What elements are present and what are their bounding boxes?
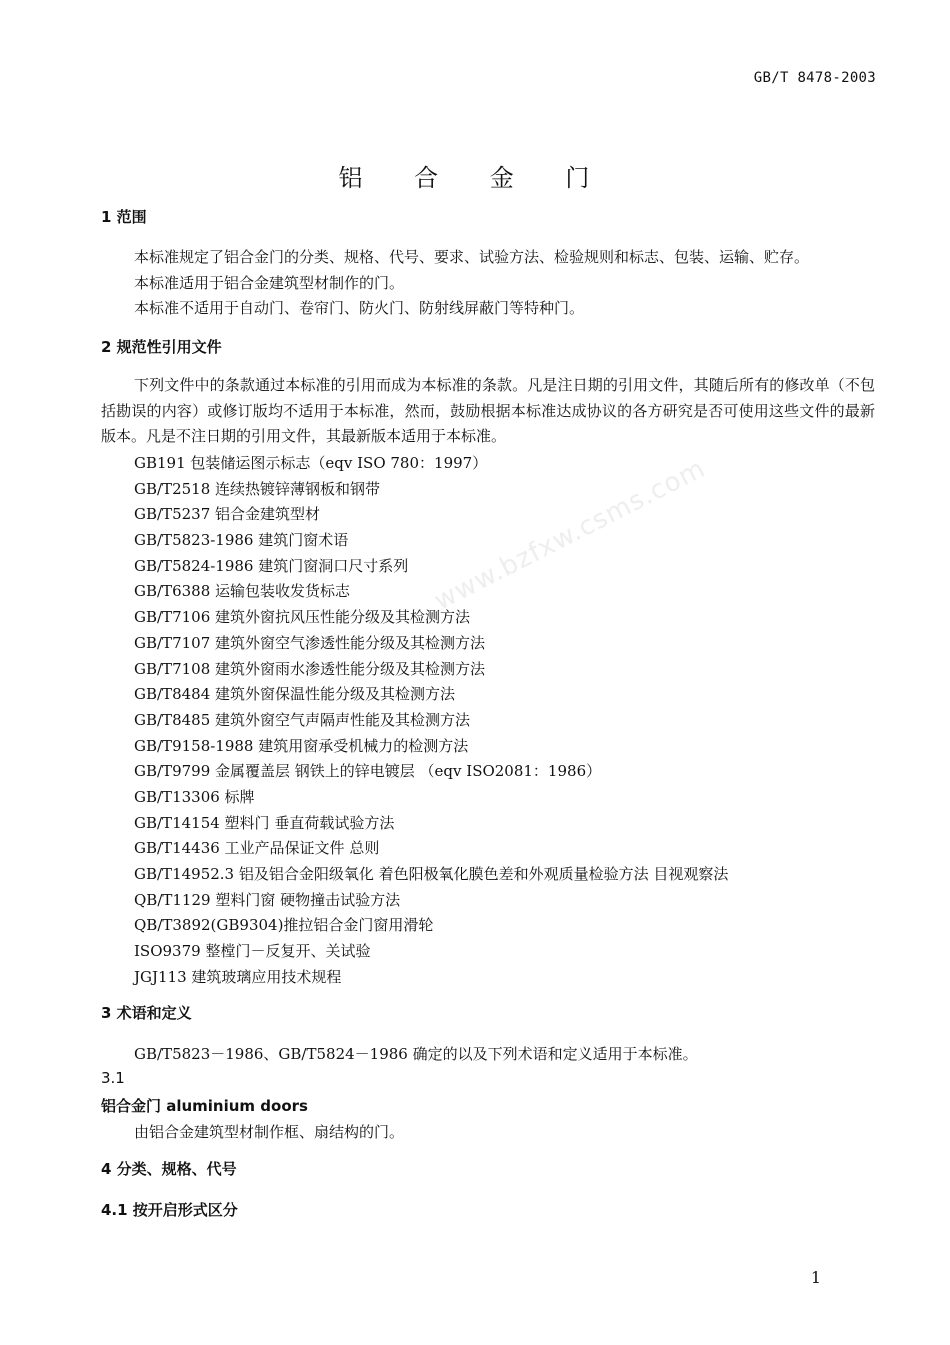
reference-item: GB/T2518 连续热镀锌薄钢板和钢带 — [134, 479, 381, 498]
document-title: 铝 合 金 门 — [338, 164, 612, 192]
watermark: www.bzfxw.csms.com — [429, 453, 711, 617]
reference-item: GB/T7106 建筑外窗抗风压性能分级及其检测方法 — [134, 608, 471, 627]
page-number: 1 — [810, 1268, 821, 1287]
section-2-heading: 2 规范性引用文件 — [101, 338, 222, 356]
reference-item: GB/T9799 金属覆盖层 钢铁上的锌电镀层 （eqv ISO2081：1986） — [134, 762, 602, 781]
normative-references-list — [134, 451, 728, 990]
reference-item: QB/T3892(GB9304)推拉铝合金门窗用滑轮 — [134, 916, 434, 935]
reference-item: ISO9379 整樘门－反复开、关试验 — [134, 942, 371, 961]
section-4-1-heading: 4.1 按开启形式区分 — [101, 1201, 238, 1219]
term-heading: 铝合金门 aluminium doors — [101, 1097, 308, 1115]
reference-item: GB/T7108 建筑外窗雨水渗透性能分级及其检测方法 — [134, 659, 486, 678]
reference-item: GB/T7107 建筑外窗空气渗透性能分级及其检测方法 — [134, 633, 486, 652]
reference-item: GB/T6388 运输包装收发货标志 — [134, 582, 351, 601]
reference-item: GB191 包装储运图示标志（eqv ISO 780：1997） — [134, 454, 488, 472]
reference-item: GB/T8485 建筑外窗空气声隔声性能及其检测方法 — [134, 710, 471, 729]
reference-item: GB/T14952.3 铝及铝合金阳级氧化 着色阳极氧化膜色差和外观质量检验方法 目视观察法 — [134, 865, 729, 883]
reference-item: JGJ113 建筑玻璃应用技术规程 — [134, 967, 342, 986]
reference-item: GB/T13306 标牌 — [134, 787, 255, 806]
reference-item: GB/T14154 塑料门 垂直荷载试验方法 — [134, 813, 395, 832]
reference-item: GB/T5237 铝合金建筑型材 — [134, 505, 321, 524]
term-definition: 由铝合金建筑型材制作框、扇结构的门。 — [134, 1123, 405, 1141]
section-2-intro: 下列文件中的条款通过本标准的引用而成为本标准的条款。凡是注日期的引用文件，其随后所有的修改单（不包括勘误的内容）或修订版均不适用于本标准，然而，鼓励根据本标准达成协议的各方研究是否可使用这些文件的最新版本。凡是不注日期的引用文件，其最新版本适用于本标准。 — [101, 376, 875, 446]
section-1-line-3: 本标准不适用于自动门、卷帘门、防火门、防射线屏蔽门等特种门。 — [134, 299, 585, 317]
section-1-line-1: 本标准规定了铝合金门的分类、规格、代号、要求、试验方法、检验规则和标志、包装、运输、贮存。 — [134, 248, 810, 266]
section-4-heading: 4 分类、规格、代号 — [101, 1160, 237, 1178]
reference-item: GB/T8484 建筑外窗保温性能分级及其检测方法 — [134, 685, 456, 704]
section-3-heading: 3 术语和定义 — [101, 1004, 192, 1022]
reference-item: GB/T5824-1986 建筑门窗洞口尺寸系列 — [134, 556, 409, 575]
clause-number: 3.1 — [101, 1069, 125, 1087]
reference-item: GB/T5823-1986 建筑门窗术语 — [134, 531, 349, 550]
standard-code: GB/T 8478-2003 — [753, 70, 876, 86]
reference-item: GB/T9158-1988 建筑用窗承受机械力的检测方法 — [134, 736, 469, 755]
section-1-line-2: 本标准适用于铝合金建筑型材制作的门。 — [134, 274, 405, 292]
reference-item: GB/T14436 工业产品保证文件 总则 — [134, 839, 380, 858]
section-1-heading: 1 范围 — [101, 208, 147, 226]
reference-item: QB/T1129 塑料门窗 硬物撞击试验方法 — [134, 890, 401, 909]
section-3-intro: GB/T5823－1986、GB/T5824－1986 确定的以及下列术语和定义适用于本标准。 — [134, 1045, 698, 1063]
